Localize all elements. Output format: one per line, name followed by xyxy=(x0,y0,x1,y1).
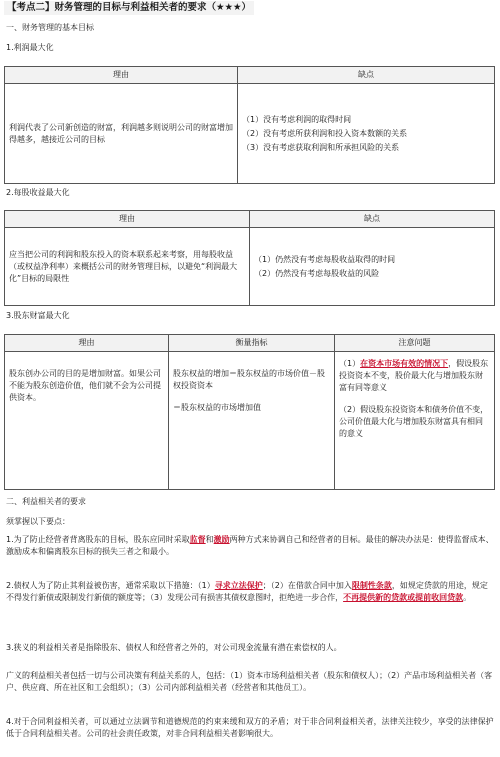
profit-con-1: （1）没有考虑利润的取得时间 xyxy=(242,114,352,124)
wealth-heading: 3.股东财富最大化 xyxy=(6,311,70,320)
paragraph-1: 1.为了防止经营者背离股东的目标，股东应同时采取监督和激励两种方式来协调自己和经营者的目标。最佳的解决办法是：使得监督成本、激励成本和偏离股东目标的损失三者之和最小。 xyxy=(6,535,494,556)
profit-heading: 1.利润最大化 xyxy=(6,43,54,52)
profit-col-reason: 理由 xyxy=(5,67,238,84)
page-title: 【考点二】财务管理的目标与利益相关者的要求（★★★） xyxy=(4,1,254,15)
eps-con-2: （2）仍然没有考虑每股收益的风险 xyxy=(254,268,380,278)
section-2-heading: 二、利益相关者的要求 xyxy=(6,497,86,506)
wealth-notes xyxy=(335,352,495,490)
note-highlight: 在资本市场有效的情况下 xyxy=(360,359,449,368)
paragraph-4: 广义的利益相关者包括一切与公司决策有利益关系的人，包括：（1）资本市场利益相关者（股东和债权人）；（2）产品市场利益相关者（客户、供应商、所在社区和工会组织）；（3）公司内部利益相关者（经营者和其他员工）。 xyxy=(6,671,493,692)
paragraph-3: 3.狭义的利益相关者是指除股东、债权人和经营者之外的，对公司现金流量有潜在索偿权的人。 xyxy=(6,643,342,652)
p2-highlight-3: 不再提供新的贷款或提前收回贷款 xyxy=(343,593,464,602)
paragraph-5: 4.对于合同利益相关者，可以通过立法调节和道德规范的约束来缓和双方的矛盾；对于非合同利益相关者，法律关注较少，享受的法律保护低于合同利益相关者。公司的社会责任政策，对非合同利益相关者影响很大。 xyxy=(6,717,494,738)
profit-con-2: （2）没有考虑所获利润和投入资本数额的关系 xyxy=(242,128,408,138)
profit-reason: 利润代表了公司新创造的财富，利润越多则说明公司的财富增加得越多，越接近公司的目标 xyxy=(5,84,238,184)
wealth-measure xyxy=(169,352,335,490)
eps-col-cons: 缺点 xyxy=(250,211,495,228)
wealth-measure-1: 股东权益的增加＝股东权益的市场价值－股权投资资本 xyxy=(173,369,325,390)
wealth-col-reason: 理由 xyxy=(5,335,169,352)
p2-highlight-2: 限制性条款 xyxy=(351,581,392,590)
eps-cons xyxy=(250,228,495,306)
p2-highlight-1: 寻求立法保护 xyxy=(214,581,263,590)
wealth-reason: 股东创办公司的目的是增加财富。如果公司不能为股东创造价值，他们就不会为公司提供资本。 xyxy=(5,352,169,490)
eps-con-1: （1）仍然没有考虑每股收益取得的时间 xyxy=(254,254,396,264)
eps-reason: 应当把公司的利润和股东投入的资本联系起来考察，用每股收益（或权益净利率）来概括公司的财务管理目标，以避免“利润最大化”目标的局限性 xyxy=(5,228,250,306)
wealth-note-1: （1）在资本市场有效的情况下，假设股东投资资本不变，股价最大化与增加股东财富有同等意义 xyxy=(339,359,489,392)
wealth-col-measure: 衡量指标 xyxy=(169,335,335,352)
eps-col-reason: 理由 xyxy=(5,211,250,228)
wealth-note-2: （2）假设股东投资资本和债务价值不变，公司价值最大化与增加股东财富具有相同的意义 xyxy=(339,405,489,438)
p1-highlight-2: 激励 xyxy=(213,535,230,544)
eps-table xyxy=(4,210,495,306)
section-1-heading: 一、财务管理的基本目标 xyxy=(6,23,94,32)
wealth-measure-2: ＝股东权益的市场增加值 xyxy=(173,403,261,412)
profit-table xyxy=(4,66,495,184)
wealth-col-notes: 注意问题 xyxy=(335,335,495,352)
eps-heading: 2.每股收益最大化 xyxy=(6,188,70,197)
paragraph-2: 2.债权人为了防止其利益被伤害，通常采取以下措施：（1）寻求立法保护；（2）在借款合同中加入限制性条款，如规定贷款的用途，规定不得发行新债或限制发行新债的额度等；（3）发现公司有损害其债权意图时，拒绝进一步合作，不再提供新的贷款或提前收回贷款。 xyxy=(6,581,488,602)
profit-cons xyxy=(238,84,495,184)
section-2-sub: 须掌握以下要点： xyxy=(6,517,70,526)
p1-highlight-1: 监督 xyxy=(189,535,206,544)
profit-con-3: （3）没有考虑获取利润和所承担风险的关系 xyxy=(242,142,400,152)
profit-col-cons: 缺点 xyxy=(238,67,495,84)
wealth-table xyxy=(4,334,495,490)
